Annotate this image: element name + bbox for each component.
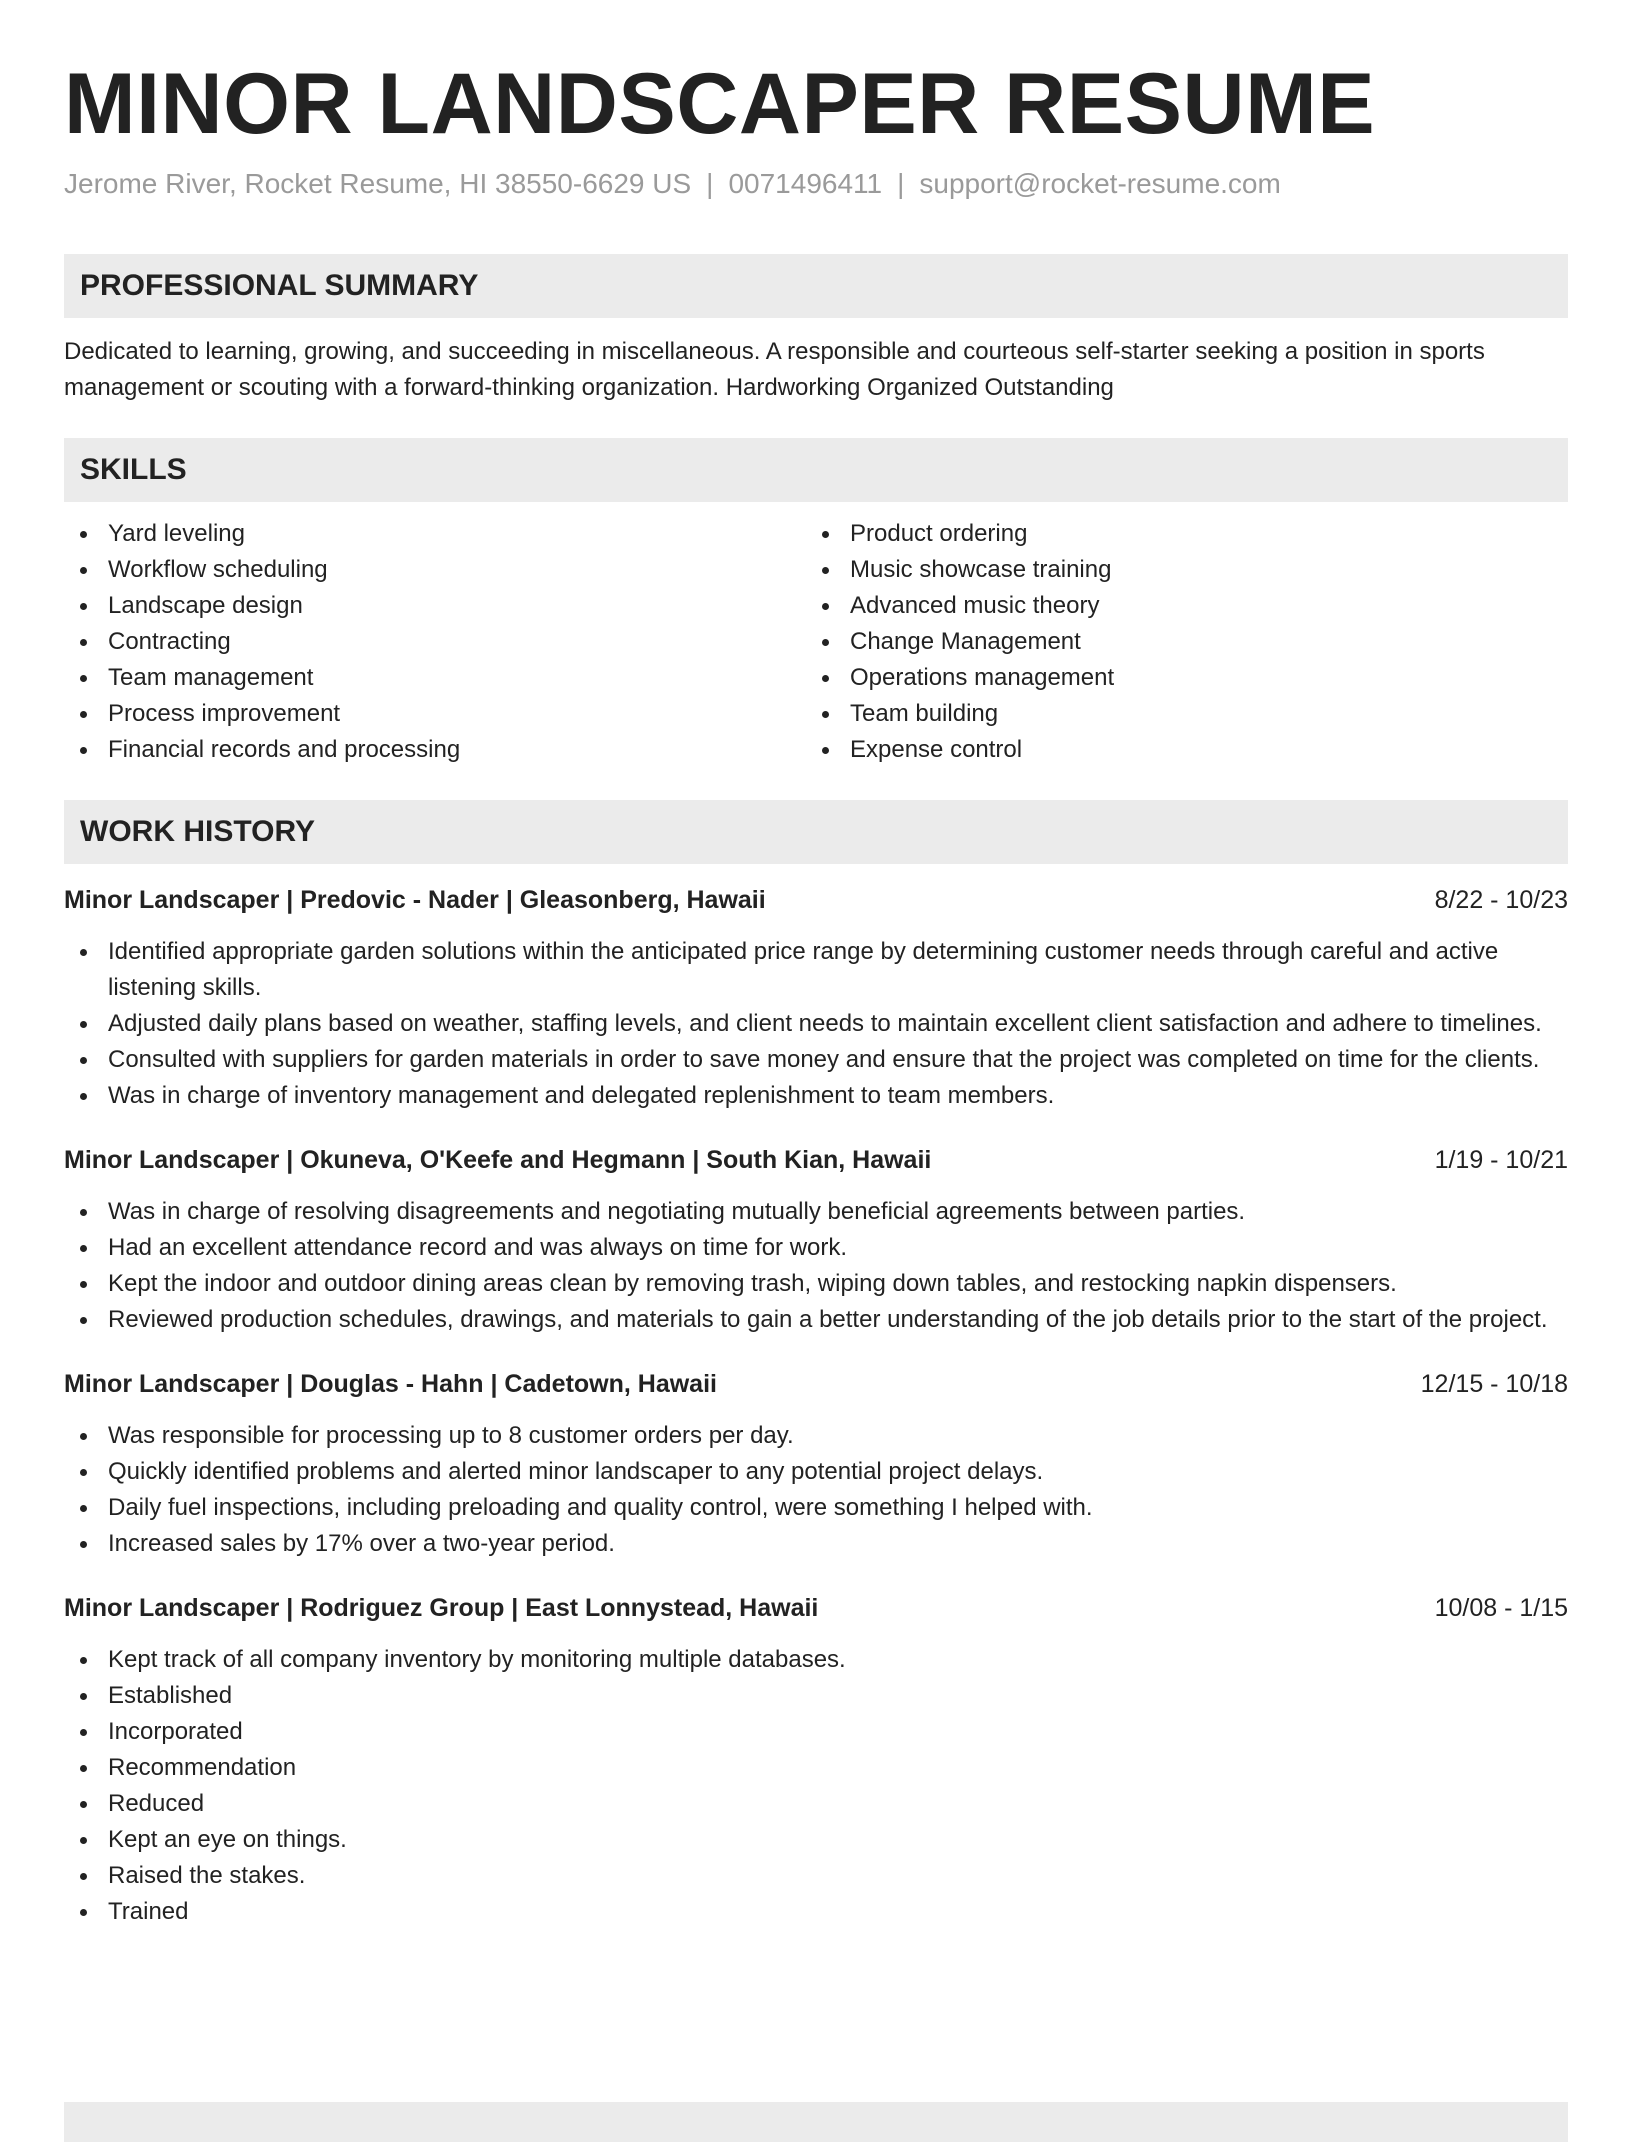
job-header — [64, 1366, 1568, 1402]
skill-item: Yard leveling — [64, 516, 806, 552]
contact-separator: | — [897, 168, 905, 199]
job-header — [64, 1590, 1568, 1626]
job-bullet: Was in charge of resolving disagreements and negotiating mutually beneficial agreements between parties. — [64, 1194, 1568, 1230]
job-dates: 1/19 - 10/21 — [1434, 1146, 1568, 1174]
job-bullet: Was responsible for processing up to 8 customer orders per day. — [64, 1418, 1568, 1454]
job-bullet: Kept the indoor and outdoor dining areas clean by removing trash, wiping down tables, and restocking napkin dispensers. — [64, 1266, 1568, 1302]
job-bullet: Had an excellent attendance record and was always on time for work. — [64, 1230, 1568, 1266]
skills-column-left — [64, 516, 806, 768]
contact-phone: 0071496411 — [728, 168, 883, 199]
next-section-header-partial — [64, 2102, 1568, 2142]
resume-title: MINOR LANDSCAPER RESUME — [64, 56, 1376, 152]
contact-line — [64, 166, 1568, 202]
job-bullet: Quickly identified problems and alerted minor landscaper to any potential project delays. — [64, 1454, 1568, 1490]
job-title: Minor Landscaper | Predovic - Nader | Gleasonberg, Hawaii — [64, 886, 766, 914]
job-entry — [64, 1142, 1568, 1338]
job-bullet: Reduced — [64, 1786, 1568, 1822]
summary-text: Dedicated to learning, growing, and succeeding in miscellaneous. A responsible and courteous self-starter seeking a position in sports management or scouting with a forward-thinking organization. Hardworking Organized Outstanding — [64, 338, 1485, 401]
job-bullet: Established — [64, 1678, 1568, 1714]
skill-item: Team management — [64, 660, 806, 696]
skill-item: Product ordering — [806, 516, 1548, 552]
job-bullet: Adjusted daily plans based on weather, staffing levels, and client needs to maintain excellent client satisfaction and adhere to timelines. — [64, 1006, 1568, 1042]
job-dates: 10/08 - 1/15 — [1434, 1594, 1568, 1622]
skill-item: Advanced music theory — [806, 588, 1548, 624]
job-bullet: Kept track of all company inventory by monitoring multiple databases. — [64, 1642, 1568, 1678]
contact-email[interactable]: support@rocket-resume.com — [919, 168, 1281, 199]
skill-item: Contracting — [64, 624, 806, 660]
contact-separator: | — [706, 168, 714, 199]
job-bullet: Reviewed production schedules, drawings, and materials to gain a better understanding of the job details prior to the start of the project. — [64, 1302, 1568, 1338]
section-header-skills: SKILLS — [64, 438, 1568, 502]
section-header-work-history: WORK HISTORY — [64, 800, 1568, 864]
job-bullet: Kept an eye on things. — [64, 1822, 1568, 1858]
job-bullets — [64, 1194, 1568, 1338]
contact-address: Jerome River, Rocket Resume, HI 38550-6629 US — [64, 168, 692, 199]
job-entry — [64, 1590, 1568, 1930]
job-bullet: Raised the stakes. — [64, 1858, 1568, 1894]
job-bullet: Increased sales by 17% over a two-year period. — [64, 1526, 1568, 1562]
job-title: Minor Landscaper | Douglas - Hahn | Cadetown, Hawaii — [64, 1370, 717, 1398]
skills-list — [64, 516, 1568, 768]
skill-item: Financial records and processing — [64, 732, 806, 768]
job-bullet: Consulted with suppliers for garden materials in order to save money and ensure that the project was completed on time for the clients. — [64, 1042, 1568, 1078]
skill-item: Landscape design — [64, 588, 806, 624]
job-title: Minor Landscaper | Okuneva, O'Keefe and Hegmann | South Kian, Hawaii — [64, 1146, 932, 1174]
section-header-summary: PROFESSIONAL SUMMARY — [64, 254, 1568, 318]
job-entry — [64, 882, 1568, 1114]
skill-item: Music showcase training — [806, 552, 1548, 588]
skill-item: Workflow scheduling — [64, 552, 806, 588]
job-bullets — [64, 1642, 1568, 1930]
skill-item: Operations management — [806, 660, 1548, 696]
skills-column-right — [806, 516, 1548, 768]
job-bullet: Daily fuel inspections, including preloading and quality control, were something I helped with. — [64, 1490, 1568, 1526]
job-bullets — [64, 1418, 1568, 1562]
job-dates: 8/22 - 10/23 — [1434, 886, 1568, 914]
skill-item: Process improvement — [64, 696, 806, 732]
skill-item: Expense control — [806, 732, 1548, 768]
resume-page — [64, 0, 1568, 1930]
skill-item: Team building — [806, 696, 1548, 732]
job-dates: 12/15 - 10/18 — [1420, 1370, 1568, 1398]
job-bullet: Recommendation — [64, 1750, 1568, 1786]
job-bullet: Identified appropriate garden solutions within the anticipated price range by determining customer needs through careful and active listening skills. — [64, 934, 1568, 1006]
job-title: Minor Landscaper | Rodriguez Group | East Lonnystead, Hawaii — [64, 1594, 819, 1622]
job-entry — [64, 1366, 1568, 1562]
job-bullet: Was in charge of inventory management and delegated replenishment to team members. — [64, 1078, 1568, 1114]
job-bullet: Incorporated — [64, 1714, 1568, 1750]
skill-item: Change Management — [806, 624, 1548, 660]
job-bullets — [64, 934, 1568, 1114]
job-header — [64, 1142, 1568, 1178]
job-header — [64, 882, 1568, 918]
job-bullet: Trained — [64, 1894, 1568, 1930]
